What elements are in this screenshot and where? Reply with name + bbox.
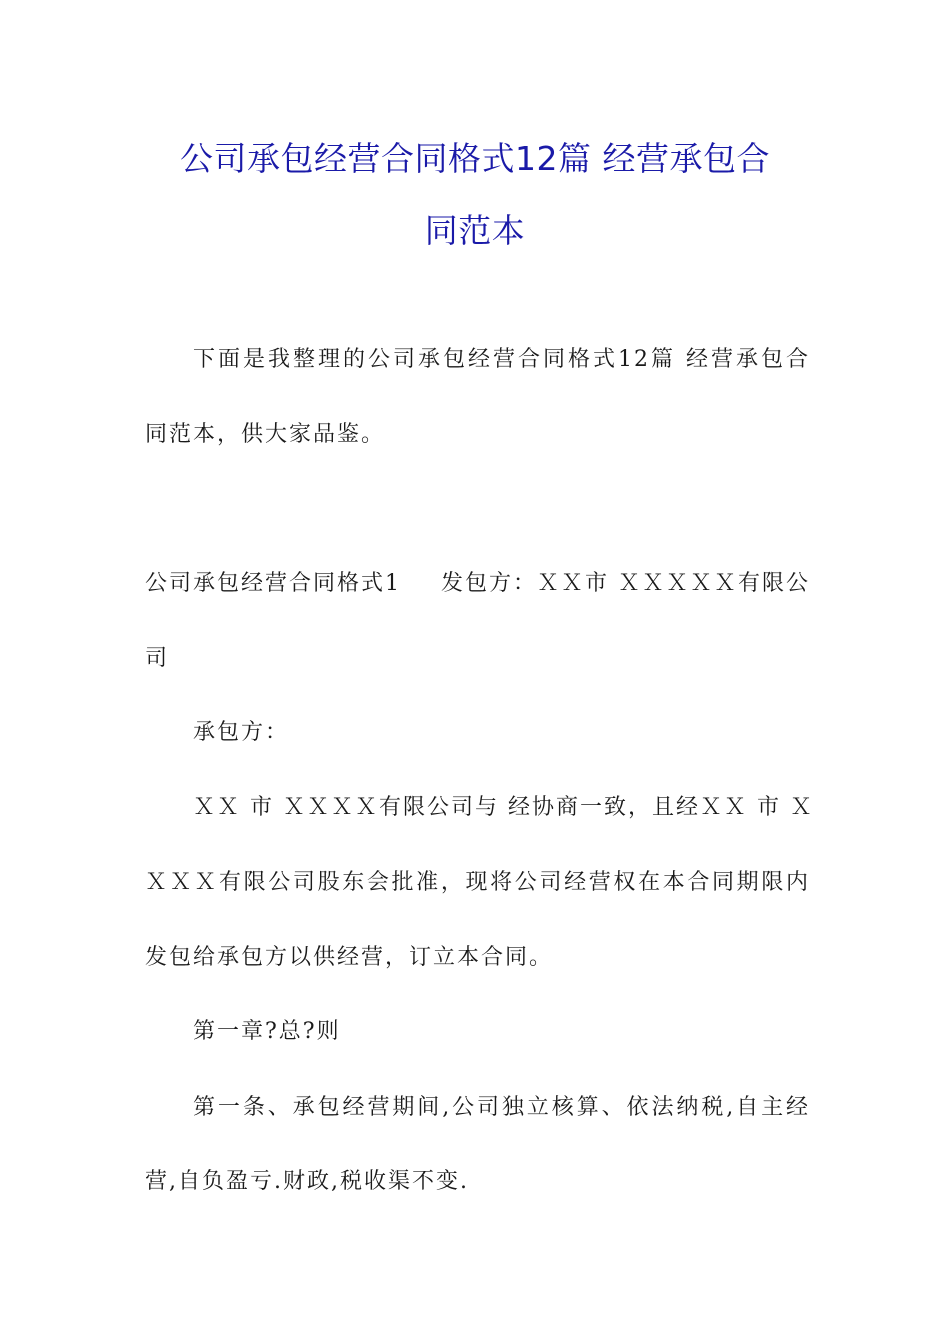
paragraph-line-3: 发包给承包方以供经营，订立本合同。 (145, 945, 554, 970)
party-a-line-1: 发包方：ＸＸ市 ＸＸＸＸＸ有限公 (441, 571, 810, 596)
article-1-line-2: 营,自负盈亏.财政,税收渠不变. (145, 1169, 469, 1194)
paragraph-line-2: ＸＸＸ有限公司股东会批准，现将公司经营权在本合同期限内 (145, 870, 810, 895)
party-a-line-2: 司 (145, 646, 170, 671)
paragraph-line-1: ＸＸ 市 ＸＸＸＸ有限公司与 经协商一致，且经ＸＸ 市 Ｘ (193, 795, 814, 820)
section-1-heading: 公司承包经营合同格式1 (145, 571, 401, 596)
chapter-1-heading: 第一章?总?则 (193, 1019, 341, 1044)
document-title-line-1: 公司承包经营合同格式12篇 经营承包合 (180, 139, 770, 178)
party-b-label: 承包方： (193, 720, 290, 745)
intro-line-2: 同范本，供大家品鉴。 (145, 422, 386, 447)
article-1-line-1: 第一条、承包经营期间,公司独立核算、依法纳税,自主经 (193, 1095, 810, 1120)
section-1-heading-row (145, 569, 810, 599)
document-title-line-2: 同范本 (424, 211, 526, 250)
intro-line-1: 下面是我整理的公司承包经营合同格式12篇 经营承包合 (193, 347, 810, 372)
